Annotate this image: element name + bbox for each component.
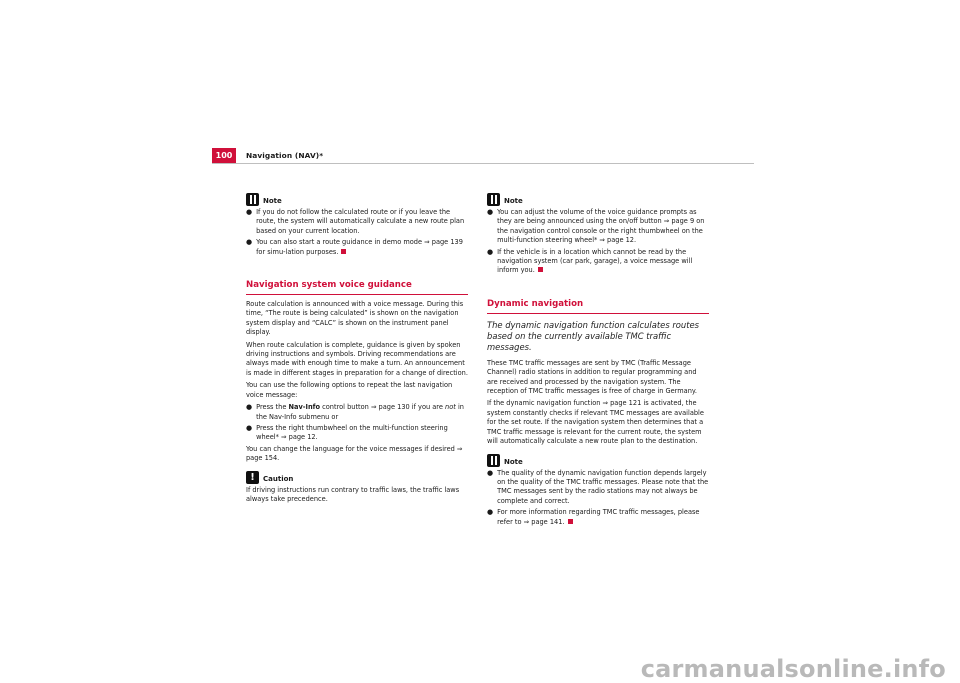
caution-heading bbox=[246, 468, 468, 484]
list-item bbox=[246, 424, 468, 443]
paragraph: Route calculation is announced with a voice message. During this time, “The route is being calculated” is shown on the navigation system display and “CALC” is shown on the instrument panel display. bbox=[246, 300, 464, 337]
note-text: For more information regarding TMC traffic messages, please refer to ⇒ page 141. bbox=[497, 508, 700, 526]
right-column bbox=[487, 190, 709, 529]
note-icon bbox=[487, 454, 500, 467]
list-item bbox=[487, 248, 709, 276]
header-rule bbox=[212, 163, 754, 164]
note-text: If the vehicle is in a location which cannot be read by the navigation system (car park, garage), a voice message will inform you. bbox=[497, 247, 693, 275]
note-heading bbox=[246, 190, 468, 206]
bullet-icon: ● bbox=[246, 403, 253, 412]
bullet-text: Press the Nav-Info control button ⇒ page 130 if you are not in the Nav-Info submenu or bbox=[256, 403, 464, 421]
note-text: If you do not follow the calculated route or if you leave the route, the system will automatically calculate a new route plan based on your current location. bbox=[256, 208, 465, 235]
list-item bbox=[487, 508, 709, 527]
bullet-icon: ● bbox=[487, 208, 494, 216]
note-title: Note bbox=[504, 197, 523, 205]
list-item bbox=[246, 208, 468, 236]
list-item bbox=[487, 469, 709, 507]
paragraph: When route calculation is complete, guidance is given by spoken driving instructions and symbols. Driving recommendations are always made with enough time to make a turn. An announcement is made in different stages in preparation for a change of direction. bbox=[246, 340, 468, 377]
list-item bbox=[246, 403, 468, 422]
note-text: You can also start a route guidance in demo mode ⇒ page 139 for simu-lation purposes. bbox=[256, 238, 463, 256]
nav-info-key: Nav-Info bbox=[288, 403, 321, 412]
list-item bbox=[487, 208, 709, 246]
running-title: Navigation (NAV)* bbox=[246, 151, 324, 160]
note-icon bbox=[487, 193, 500, 206]
note-title: Note bbox=[504, 457, 523, 466]
note-heading bbox=[487, 190, 709, 206]
note-text: The quality of the dynamic navigation function depends largely on the quality of the TMC traffic messages. Please note that the TMC messages sent by the radio stations may not always be complete and correct. bbox=[497, 468, 709, 505]
bullet-icon: ● bbox=[246, 208, 253, 216]
paragraph: You can use the following options to repeat the last navigation voice message: bbox=[246, 381, 453, 399]
section-title: Navigation system voice guidance bbox=[246, 279, 468, 295]
section-title: Dynamic navigation bbox=[487, 298, 709, 314]
bullet-text: Press the right thumbwheel on the multi-function steering wheel* ⇒ page 12. bbox=[256, 423, 448, 442]
end-mark-icon bbox=[341, 249, 346, 254]
list-item bbox=[246, 238, 468, 257]
note-icon bbox=[246, 193, 259, 206]
bullet-icon: ● bbox=[246, 423, 253, 432]
end-mark-icon bbox=[568, 519, 573, 524]
caution-icon: ! bbox=[246, 471, 259, 484]
paragraph: If the dynamic navigation function ⇒ page 121 is activated, the system constantly checks if relevant TMC messages are available for the set route. If the navigation system then determines that a TMC traffic message is relevant for the current route, the system will automatically calculate a new route plan to the destination. bbox=[487, 399, 704, 446]
bullet-icon: ● bbox=[487, 247, 494, 256]
bullet-icon: ● bbox=[487, 468, 494, 477]
section-lead: The dynamic navigation function calculates routes based on the currently available TMC traffic messages. bbox=[487, 319, 700, 352]
left-column bbox=[246, 190, 468, 507]
caution-title: Caution bbox=[263, 474, 294, 483]
paragraph: These TMC traffic messages are sent by TMC (Traffic Message Channel) radio stations in addition to regular programming and are received and processed by the navigation system. The reception of TMC traffic messages is free of charge in Germany. bbox=[487, 358, 697, 396]
bullet-icon: ● bbox=[246, 238, 253, 247]
page-number: 100 bbox=[212, 148, 236, 164]
watermark: carmanualsonline.info bbox=[640, 654, 946, 683]
bullet-icon: ● bbox=[487, 508, 494, 517]
paragraph: You can change the language for the voice messages if desired ⇒ page 154. bbox=[246, 444, 463, 463]
note-title: Note bbox=[263, 197, 282, 205]
end-mark-icon bbox=[538, 267, 543, 272]
caution-text: If driving instructions run contrary to traffic laws, the traffic laws always take precedence. bbox=[246, 485, 460, 503]
note-text: You can adjust the volume of the voice guidance prompts as they are being announced using the on/off button ⇒ page 9 on the navigation control console or the right thumbwheel on the multi-function steering wheel* ⇒ page 12. bbox=[497, 208, 705, 245]
note-heading bbox=[487, 451, 709, 467]
